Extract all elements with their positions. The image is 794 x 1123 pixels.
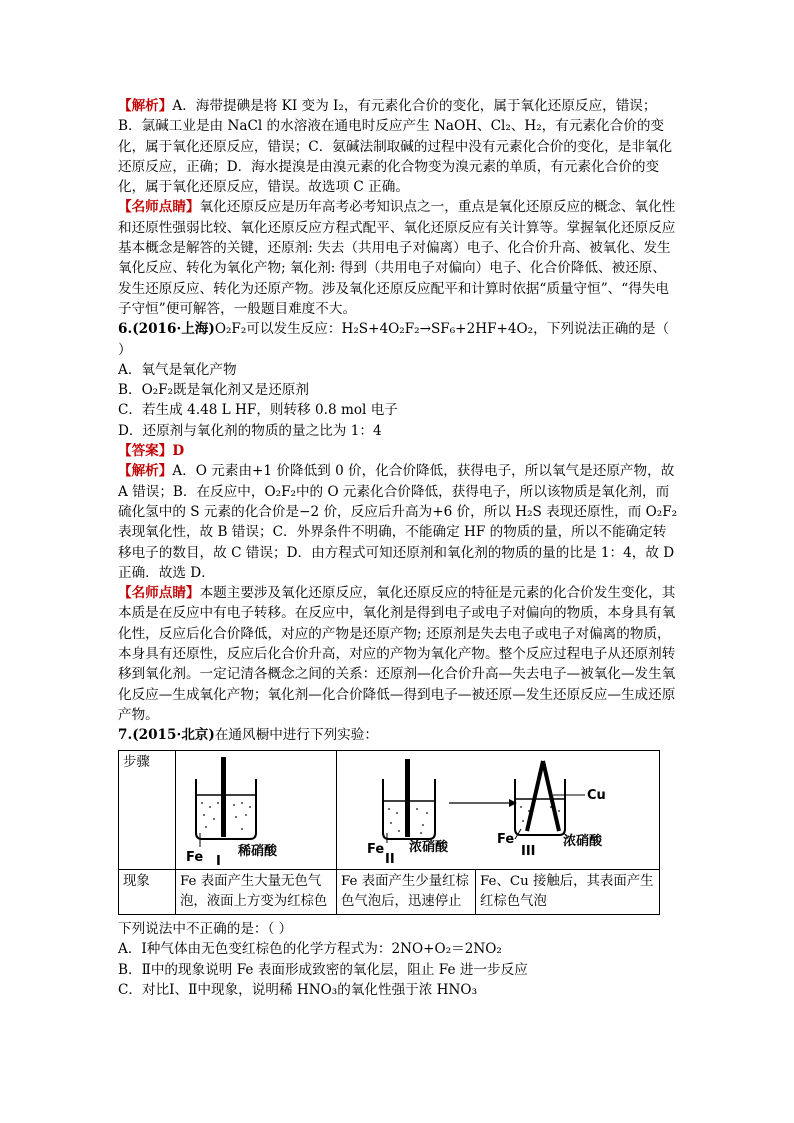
- analysis-tag: 【解析】: [118, 463, 173, 480]
- teacher-tip-paragraph-6: [118, 583, 678, 725]
- metal2-label: Cu: [587, 787, 606, 803]
- acid-label: 稀硝酸: [238, 843, 278, 859]
- iron-wire: [527, 761, 543, 831]
- teacher-tip-text: 氧化还原反应是历年高考必考知识点之一，重点是氧化还原反应的概念、氧化性和还原性强弱比较、氧化还原反应方程式配平、氧化还原反应有关计算等。掌握氧化还原反应基本概念是解答的关键，还原剂: 失去（共用电子对偏离）电子、化合价升高、被氧化、发生氧化反应、转化为氧化产物; 氧化剂: 得到（共用电子对偏向）电子、化合价降低、被还原、发生还原反应、转化为还原产物。涉及氧化还原反应配平和计算时依据“质量守恒”、“得失电子守恒”便可解答，一般题目难度不大。: [118, 199, 676, 317]
- step-label: III: [521, 843, 536, 859]
- question-source: (2016·上海): [132, 321, 215, 338]
- question-7-stem: [118, 725, 678, 745]
- phenomenon-3: Fe、Cu 接触后，其表面产生红棕色气泡: [476, 869, 660, 915]
- teacher-tip-tag: 【名师点睛】: [118, 585, 200, 602]
- answer-tag: 【答案】: [118, 443, 173, 460]
- question-text: 在通风橱中进行下列实验：: [214, 727, 378, 744]
- beaker-diagram-1: [176, 751, 336, 869]
- q7-option-c: C．对比Ⅰ、Ⅱ中现象，说明稀 HNO₃的氧化性强于浓 HNO₃: [118, 981, 478, 998]
- analysis-tag: 【解析】: [118, 98, 173, 114]
- question-number: 7.: [118, 727, 133, 744]
- metal-label: Fe: [497, 831, 515, 847]
- step-label: II: [385, 851, 395, 867]
- experiment-figure-2-3: [337, 750, 660, 869]
- analysis-text: A．O 元素由+1 价降低到 0 价，化合价降低，获得电子，所以氧气是还原产物，故 A 错误；B．在反应中，O₂F₂中的 O 元素化合价降低，获得电子，所以该物质是氧化剂，而硫化氢中的 S 元素的化合价是−2 价，反应后升高为+6 价，所以 H₂S 表现还原性，而 O₂F₂表现氧化性，故 B 错误；C．外界条件不明确，不能确定 HF 的物质的量，所以不能确定转移电子的数目，故 C 错误；D．由方程式可知还原剂和氧化剂的物质的量的比是 1：4，故 D 正确．故选 D．: [118, 463, 678, 581]
- analysis-text: A．海带提碘是将 KI 变为 I₂，有元素化合价的变化，属于氧化还原反应，错误；B．氯碱工业是由 NaCl 的水溶液在通电时反应产生 NaOH、Cl₂、H₂，有元素化合价的变化，属于氧化还原反应，错误；C．氨碱法制取碱的过程中没有元素化合价的变化，是非氧化还原反应，正确；D．海水提溴是由溴元素的化合物变为溴元素的单质，有元素化合价的变化，属于氧化还原反应，错误。故选项 C 正确。: [118, 98, 673, 196]
- q6-option-c: C．若生成 4.48 L HF，则转移 0.8 mol 电子: [118, 402, 398, 419]
- step-label: I: [216, 853, 221, 869]
- metal-label: Fe: [186, 849, 204, 865]
- acid-label: 浓硝酸: [563, 833, 603, 849]
- document-page: [118, 96, 678, 1000]
- phenomenon-1: Fe 表面产生大量无色气泡，液面上方变为红棕色: [176, 869, 337, 915]
- analysis-paragraph-6: [118, 461, 678, 583]
- teacher-tip-tag: 【名师点睛】: [118, 199, 200, 216]
- answer-line: [118, 441, 678, 461]
- iron-rod: [405, 759, 410, 837]
- question-6-stem: [118, 319, 678, 360]
- question-number: 6.: [118, 321, 133, 338]
- acid-label: 浓硝酸: [409, 839, 449, 855]
- question-text: O₂F₂可以发生反应：H₂S+4O₂F₂→SF₆+2HF+4O₂，下列说法正确的是（ ）: [118, 321, 670, 358]
- teacher-tip-text: 本题主要涉及氧化还原反应，氧化还原反应的特征是元素的化合价发生变化，其本质是在反应中有电子转移。在反应中，氧化剂是得到电子或电子对偏向的物质，本身具有氧化性，反应后化合价降低，对应的产物是还原产物; 还原剂是失去电子或电子对偏离的物质，本身具有还原性，反应后化合价升高，对应的产物为氧化产物。整个反应过程电子从还原剂转移到氧化剂。一定记清各概念之间的关系：还原剂—化合价升高—失去电子—被氧化—发生氧化反应—生成氧化产物；氧化剂—化合价降低—得到电子—被还原—发生还原反应—生成还原产物。: [118, 585, 676, 723]
- teacher-tip-paragraph-1: [118, 197, 678, 319]
- q7-option-b: B．Ⅱ中的现象说明 Fe 表面形成致密的氧化层，阻止 Fe 进一步反应: [118, 961, 528, 978]
- table-header-phenomenon: 现象: [119, 869, 176, 915]
- q6-option-b: B．O₂F₂既是氧化剂又是还原剂: [118, 382, 309, 399]
- q6-option-a: A．氧气是氧化产物: [118, 361, 237, 378]
- question-source: (2015·北京): [132, 727, 215, 744]
- q6-option-d: D．还原剂与氧化剂的物质的量之比为 1：4: [118, 422, 382, 439]
- table-header-step: 步骤: [119, 750, 176, 869]
- iron-rod: [221, 757, 226, 837]
- q7-option-a: A．Ⅰ种气体由无色变红棕色的化学方程式为：2NO+O₂＝2NO₂: [118, 941, 502, 958]
- metal-label: Fe: [367, 841, 385, 857]
- answer-value: D: [172, 443, 185, 460]
- experiment-figure-1: [176, 750, 337, 869]
- phenomenon-2: Fe 表面产生少量红棕色气泡后，迅速停止: [337, 869, 476, 915]
- copper-wire: [543, 761, 559, 831]
- question-7-ask: 下列说法中不正确的是：（ ）: [118, 921, 293, 938]
- beaker-diagram-2-3: [337, 751, 647, 869]
- analysis-paragraph-1: [118, 96, 678, 197]
- experiment-table: [118, 750, 660, 916]
